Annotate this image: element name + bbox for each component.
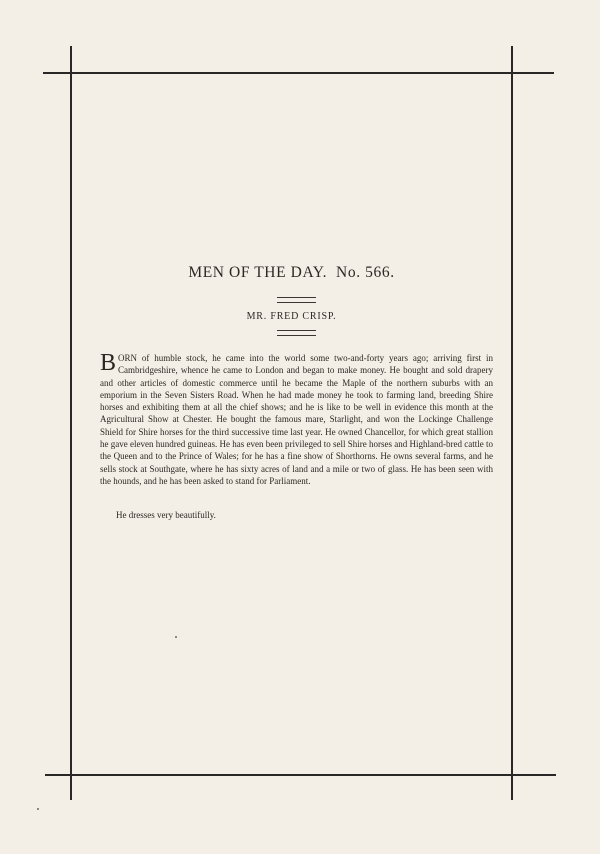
border-rule-top (43, 72, 554, 74)
article-subject: MR. FRED CRISP. (246, 311, 337, 322)
border-rule-bottom (45, 774, 556, 776)
paper-speck (37, 808, 39, 810)
article-body-text: ORN of humble stock, he came into the world some two-and-forty years ago; arriving first in Cambridgeshire, whence he came to London and began to make money. He bought and sold drapery and other articles of domestic commerce until he became the Maple of the northern suburbs with an emporium in the Seven Sisters Road. When he had made money he took to farming land, breeding Shire horses and exhibiting them at all the chief shows; and he is like to be well in evidence this month at the Agricultural Show at Chester. He bought the famous mare, Starlight, and won the Lockinge Challenge Shield for Shire horses for the third successive time last year. He owned Chancellor, for which great stallion he gave eleven hundred guineas. He has even been privileged to sell Shire horses and Highland-bred cattle to the Queen and to the Prince of Wales; for he has a fine show of Shorthorns. He owns several farms, and he sells stock at Southgate, where he has sixty acres of land and a mile or two of glass. He has been seen with the hounds, and he has been asked to stand for Parliament. (100, 353, 493, 486)
article-body (100, 352, 493, 487)
series-title: MEN OF THE DAY. (188, 264, 328, 281)
drop-cap: B (100, 350, 117, 376)
paper-speck (175, 636, 177, 638)
ornamental-double-rule (277, 330, 316, 336)
border-rule-left (70, 46, 72, 800)
article-closing-line: He dresses very beautifully. (116, 510, 216, 520)
border-rule-right (511, 46, 513, 800)
ornamental-double-rule (277, 297, 316, 303)
issue-number: No. 566. (336, 264, 395, 281)
article-heading (72, 264, 511, 282)
